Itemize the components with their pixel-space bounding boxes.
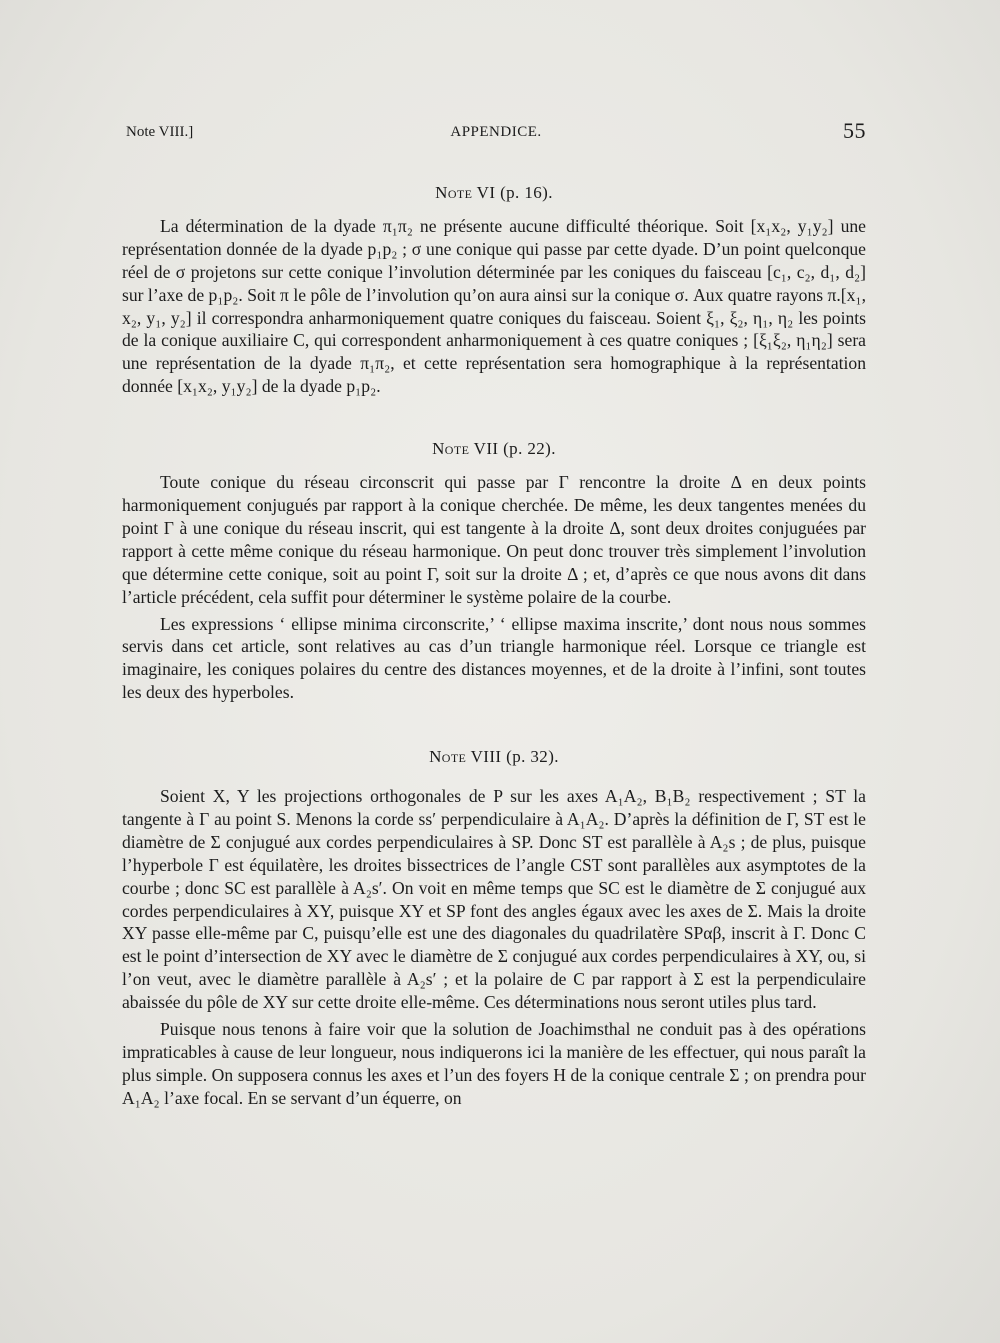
header-section-ref: Note VIII.] xyxy=(126,124,194,140)
note-vii xyxy=(122,438,866,704)
page-body xyxy=(122,182,866,1110)
note-viii-heading: Note VIII (p. 32). xyxy=(429,747,559,767)
note-vii-paragraph-1: Toute conique du réseau circonscrit qui passe par Γ rencontre la droite Δ en deux points harmoniquement conjugués par rapport à la conique cherchée. De même, les deux tangentes menées du point Γ à une conique du réseau inscrit, qui est tangente à la droite Δ, sont deux droites conjuguées par rapport à cette même conique du réseau harmonique. On peut donc trouver très simplement l’involution que détermine cette conique, soit au point Γ, soit sur la droite Δ ; et, d’après ce que nous avons dit dans l’article précédent, cela suffit pour déterminer le système polaire de la courbe. xyxy=(122,472,866,607)
note-vi-heading: Note VI (p. 16). xyxy=(435,183,553,202)
note-vii-heading: Note VII (p. 22). xyxy=(432,439,556,459)
note-vi-paragraph-1: La détermination de la dyade π₁π₂ ne présente aucune difficulté théorique. Soit [x₁x₂, y₁y₂] une représentation donnée de la dyade p₁p₂ ; σ une conique qui passe par cette dyade. D’un point quelconque réel de σ projetons sur cette conique l’involution déterminée par les coniques du faisceau [c₁, c₂, d₁, d₂] sur l’axe de p₁p₂. Soit π le pôle de l’involution qu’on aura ainsi sur la conique σ. Aux quatre rayons π.[x₁, x₂, y₁, y₂] il correspondra anharmoniquement quatre coniques du faisceau. Soient ξ₁, ξ₂, η₁, η₂ les points de la conique auxiliaire C, qui correspondent anharmoniquement à ces quatre coniques ; [ξ₁ξ₂, η₁η₂] sera une représentation de la dyade π₁π₂, et cette représentation sera homographique à la représentation donnée [x₁x₂, y₁y₂] de la dyade p₁p₂. xyxy=(122,215,866,397)
note-viii-paragraph-2: Puisque nous tenons à faire voir que la solution de Joachimsthal ne conduit pas à des opérations impraticables à cause de leur longueur, nous indiquerons ici la manière de les effectuer, qui nous paraît la plus simple. On supposera connus les axes et l’un des foyers H de la conique centrale Σ ; on prendra pour A₁A₂ l’axe focal. En se servant d’un équerre, on xyxy=(122,1019,866,1108)
header-title: APPENDICE. xyxy=(450,124,542,140)
note-vi xyxy=(122,182,866,398)
note-vii-paragraph-2: Les expressions ‘ ellipse minima circonscrite,’ ‘ ellipse maxima inscrite,’ dont nous nous sommes servis dans cet article, sont relatives au cas d’un triangle harmonique réel. Lorsque ce triangle est imaginaire, les coniques polaires du centre des distances moyennes, et de la droite à l’infini, sont toutes les deux des hyperboles. xyxy=(122,613,866,703)
page-number: 55 xyxy=(843,118,866,143)
note-viii-paragraph-1: Soient X, Y les projections orthogonales de P sur les axes A₁A₂, B₁B₂ respectivement ; ST la tangente à Γ au point S. Menons la corde ss′ perpendiculaire à A₁A₂. D’après la définition de Γ, ST est le diamètre de Σ conjugué aux cordes perpendiculaires à SP. Donc ST est parallèle à A₂s ; de plus, puisque l’hyperbole Γ est équilatère, les droites bissectrices de l’angle CST sont parallèles aux asymptotes de la courbe ; donc SC est parallèle à A₂s′. On voit en même temps que SC est le diamètre de Σ conjugué aux cordes perpendiculaires à XY, puisque XY et SP font des angles égaux avec les axes de Σ. Mais la droite XY passe elle-même par C, puisqu’elle est une des diagonales du quadrilatère SPαβ, inscrit à Γ. Donc C est le point d’intersection de XY avec le diamètre de Σ conjugué aux cordes perpendiculaires à XY, ou, si l’on veut, avec le diamètre parallèle à A₂s′ ; et la polaire de C par rapport à Σ est la perpendiculaire abaissée du pôle de XY sur cette droite elle-même. Ces déterminations nous seront utiles plus tard. xyxy=(122,786,866,1013)
note-viii xyxy=(122,746,866,1110)
running-header xyxy=(126,118,866,148)
